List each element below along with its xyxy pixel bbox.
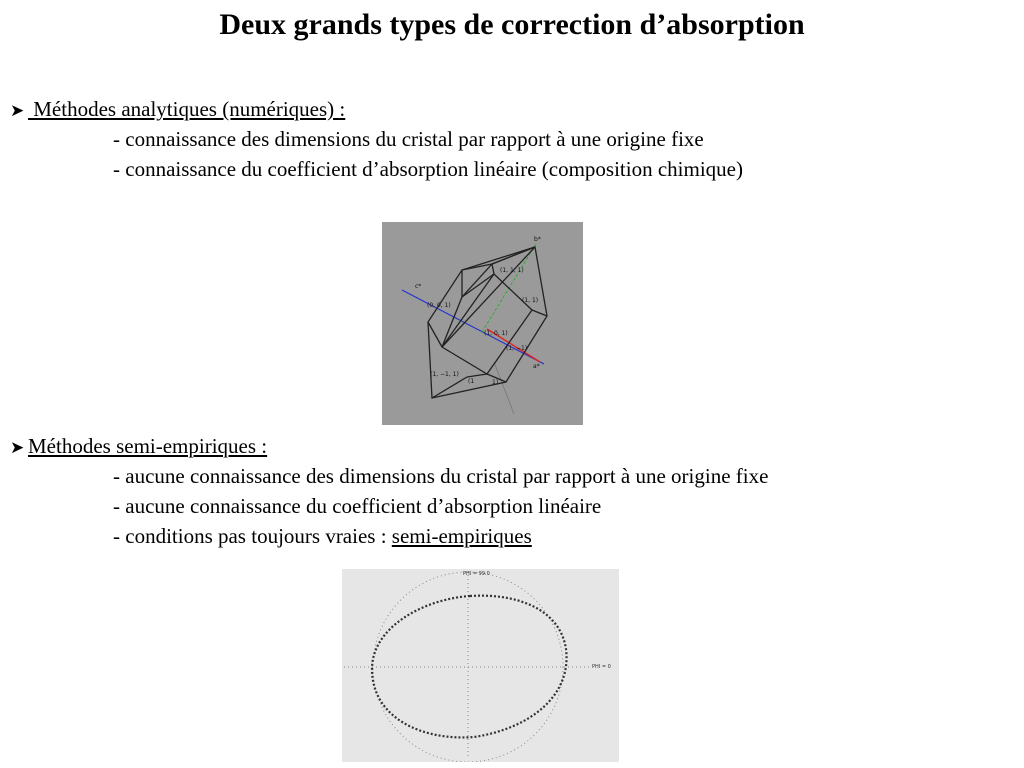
face-label: (0, 0, 1): [427, 302, 451, 309]
semi-empirical-bullet-3: [113, 521, 532, 551]
face-label: (1, −1): [506, 345, 528, 352]
plot-right-label: PHI = 0: [592, 664, 611, 670]
axis-label-c: c*: [415, 283, 422, 290]
section-semi-empirical-heading: [10, 431, 267, 463]
crystal-figure-background: [382, 222, 583, 425]
polar-absorption-plot: [342, 569, 619, 762]
plot-top-label: PHI = 99.0: [463, 571, 490, 577]
axis-label-a: a*: [533, 363, 540, 370]
face-label: 1): [492, 379, 499, 386]
semi-empirical-bullet-2: - aucune connaissance du coefficient d’absorption linéaire: [113, 494, 602, 518]
semi-empirical-term: semi-empiriques: [391, 524, 532, 548]
face-label: (1: [468, 378, 475, 385]
face-label: (1, 1, 1): [500, 267, 524, 274]
analytic-bullet-1: - connaissance des dimensions du cristal par rapport à une origine fixe: [113, 127, 704, 151]
face-label: (1, −1, 1): [430, 371, 459, 378]
semi-empirical-bullet-1: - aucune connaissance des dimensions du cristal par rapport à une origine fixe: [113, 464, 769, 488]
crystal-shape-figure: [382, 222, 583, 425]
semi-empirical-heading-text: Méthodes semi-empiriques :: [28, 434, 268, 458]
analytic-heading-text: Méthodes analytiques (numériques) :: [28, 97, 346, 121]
bullet-3-prefix: - conditions pas toujours vraies :: [113, 524, 392, 548]
slide-title: Deux grands types de correction d’absorption: [219, 8, 805, 41]
axis-label-b: b*: [534, 236, 541, 243]
arrow-bullet-icon: ➤: [10, 101, 25, 120]
analytic-bullet-2: - connaissance du coefficient d’absorption linéaire (composition chimique): [113, 157, 743, 181]
face-label: (1, 0, 1): [484, 330, 508, 337]
face-label: (1, 1): [522, 297, 539, 304]
section-analytic-heading: [10, 94, 345, 126]
plot-background: [342, 569, 619, 762]
arrow-bullet-icon: ➤: [10, 438, 25, 457]
